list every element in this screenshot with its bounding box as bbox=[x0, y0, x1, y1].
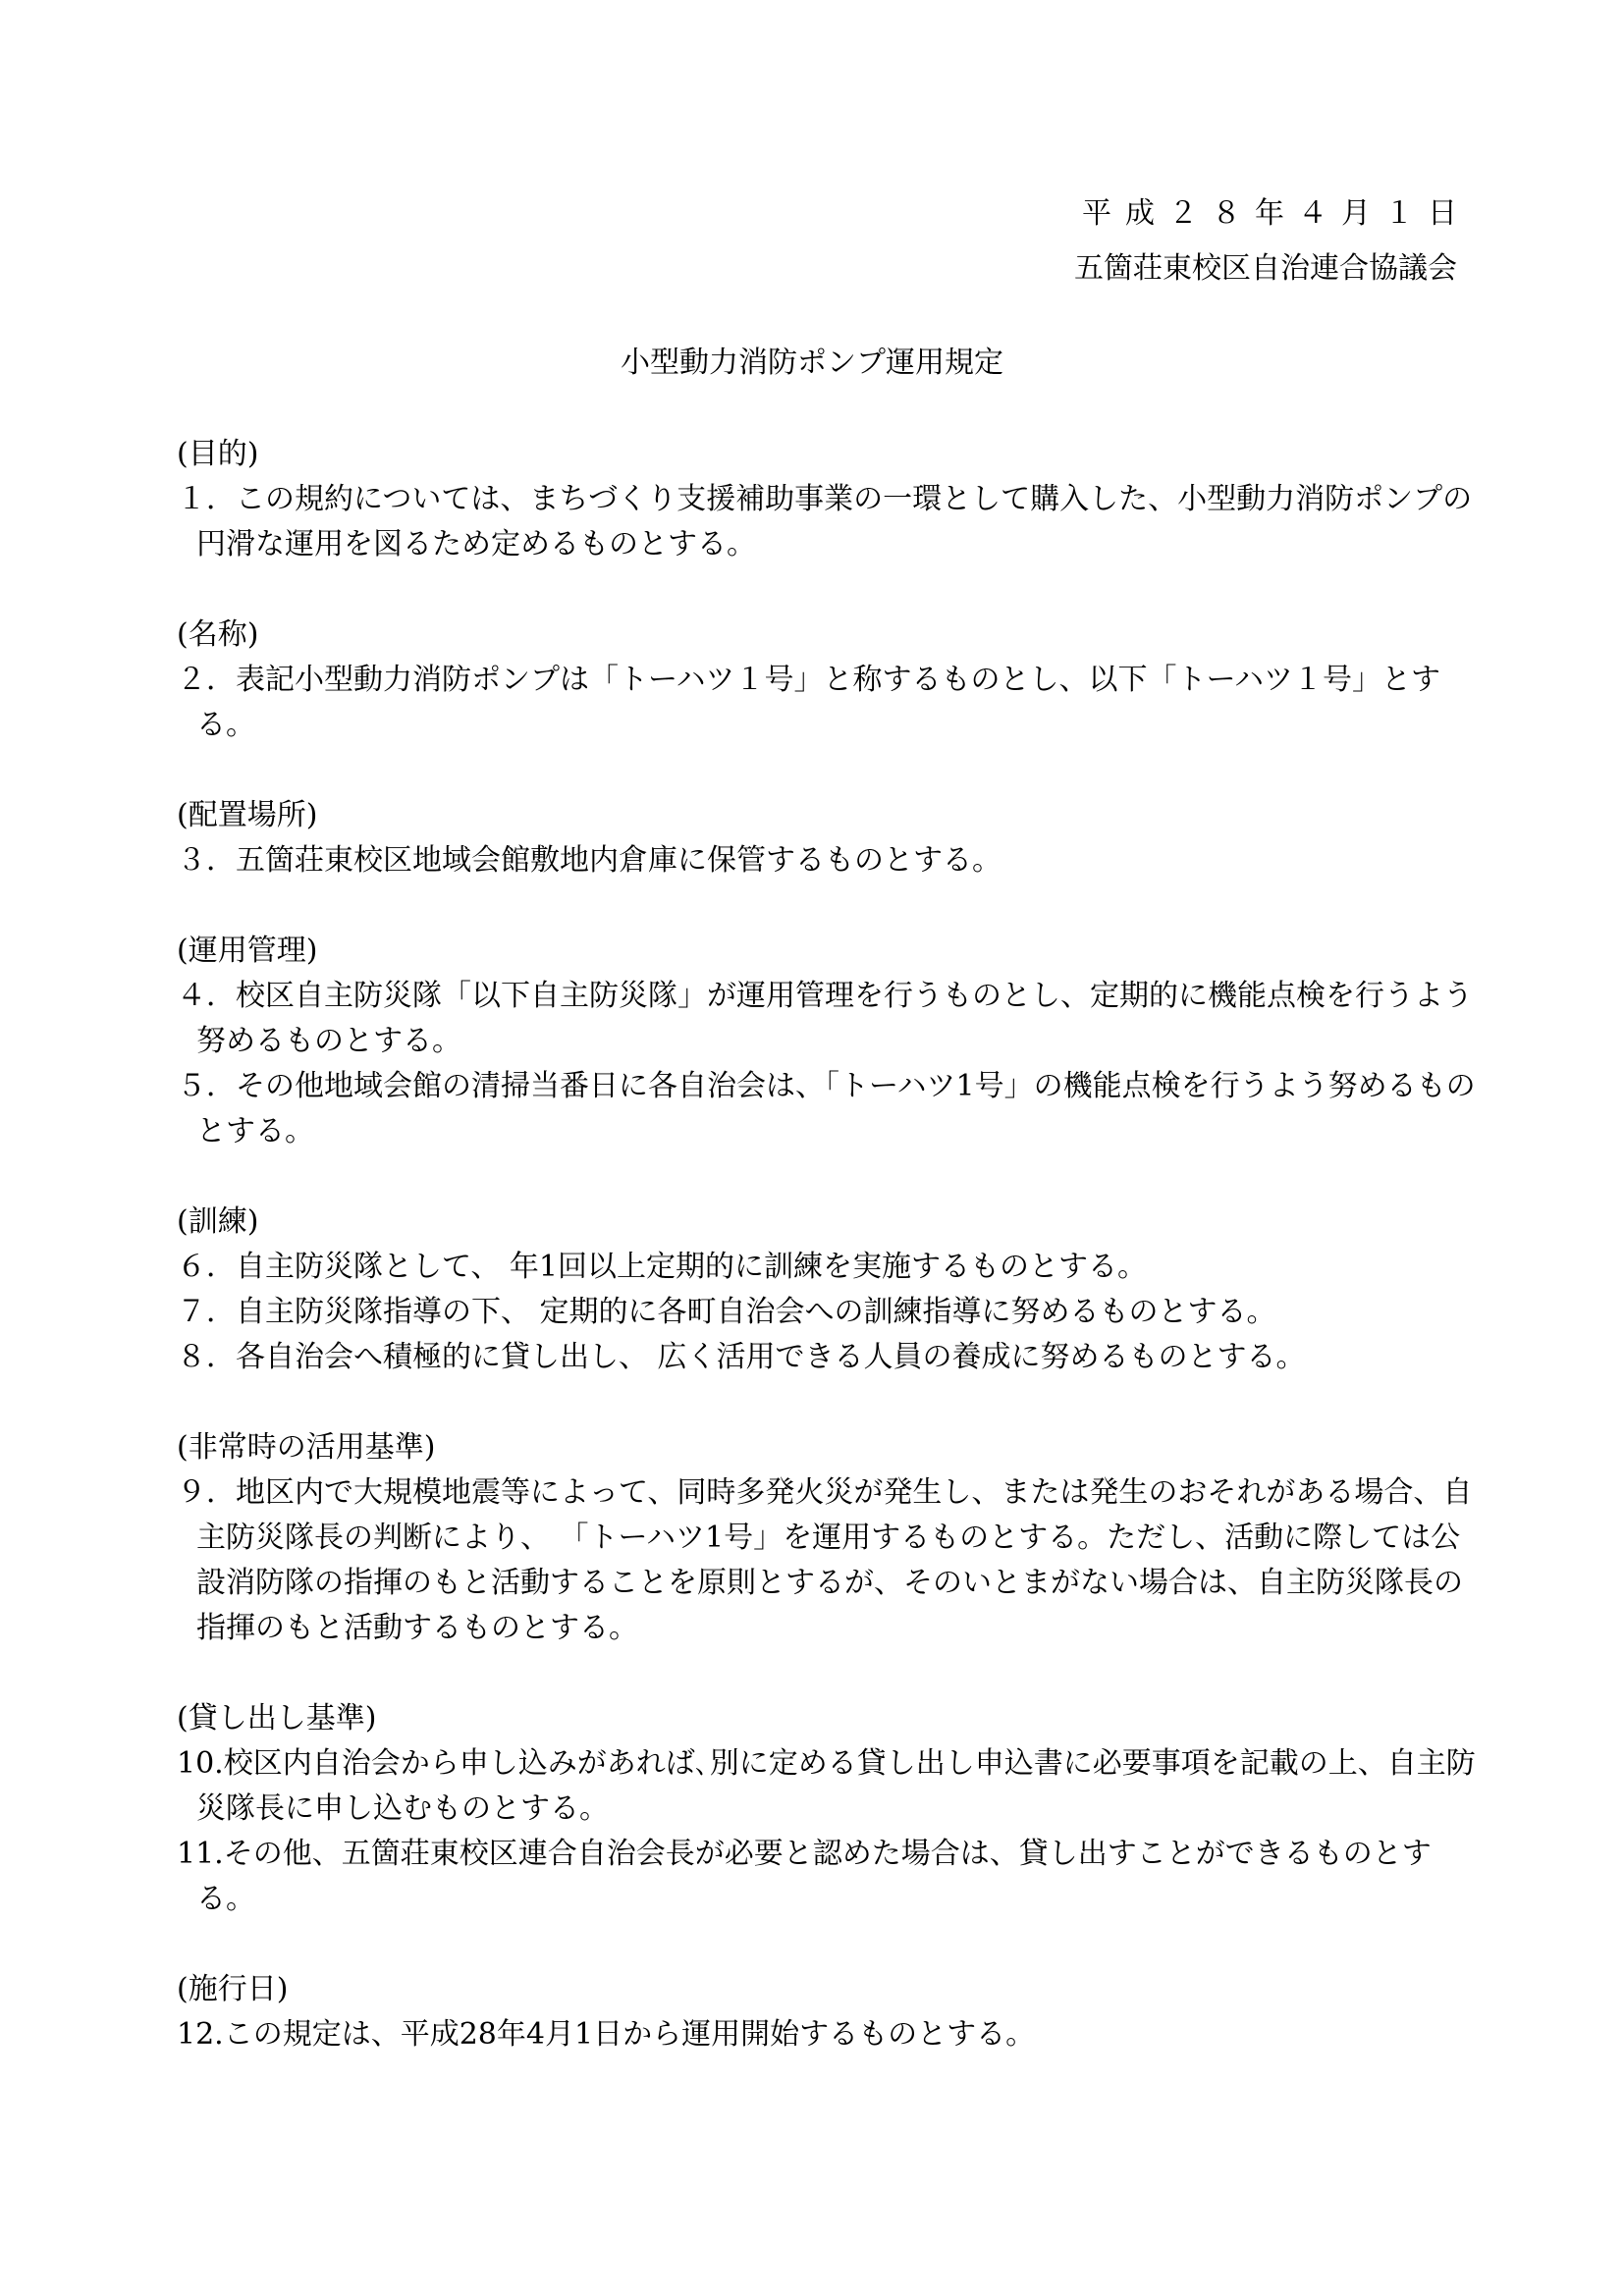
section-heading: (貸し出し基準) bbox=[177, 1701, 377, 1735]
clause-text: 校区内自治会から申し込みがあれば､別に定める貸し出し申込書に必要事項を記載の上、自主防災隊長に申し込むものとする。 bbox=[196, 1746, 1476, 1826]
section-heading: (目的) bbox=[177, 437, 259, 471]
section-management bbox=[177, 929, 1483, 1154]
document-body bbox=[177, 432, 1483, 2103]
document-header bbox=[1074, 187, 1471, 296]
clause-text: 校区自主防災隊「以下自主防災隊」が運用管理を行うものとし、定期的に機能点検を行うよう努めるものとする。 bbox=[196, 979, 1473, 1058]
clause-4 bbox=[177, 974, 1483, 1064]
section-heading: (配置場所) bbox=[177, 798, 318, 832]
clause-text: この規約については、まちづくり支援補助事業の一環として購入した、小型動力消防ポンプの円滑な運用を図るため定めるものとする。 bbox=[196, 482, 1473, 561]
section-purpose bbox=[177, 432, 1483, 567]
section-heading: (訓練) bbox=[177, 1204, 259, 1239]
section-name bbox=[177, 613, 1483, 748]
section-emergency-criteria bbox=[177, 1425, 1483, 1651]
clause-number: ３． bbox=[177, 843, 236, 878]
clause-8 bbox=[177, 1335, 1483, 1380]
clause-6 bbox=[177, 1245, 1483, 1290]
clause-text: 自主防災隊として、 年1回以上定期的に訓練を実施するものとする。 bbox=[236, 1250, 1148, 1284]
clause-text: 自主防災隊指導の下、 定期的に各町自治会への訓練指導に努めるものとする。 bbox=[236, 1295, 1276, 1329]
clause-number: ９． bbox=[177, 1475, 236, 1510]
clause-text: 地区内で大規模地震等によって、同時多発火災が発生し、または発生のおそれがある場合、自主防災隊長の判断により、 「トーハツ1号」を運用するものとする。ただし、活動に際しては公設消防隊の指揮のもと活動することを原則とするが、そのいとまがない場合は、自主防災隊長の指揮のもと活動するものとする。 bbox=[196, 1475, 1473, 1645]
clause-text: その他地域会館の清掃当番日に各自治会は、「トーハツ1号」の機能点検を行うよう努めるものとする。 bbox=[196, 1069, 1476, 1148]
clause-12 bbox=[177, 2012, 1483, 2057]
clause-text: 五箇荘東校区地域会館敷地内倉庫に保管するものとする。 bbox=[236, 843, 1001, 878]
clause-number: ８． bbox=[177, 1340, 236, 1374]
clause-10 bbox=[177, 1741, 1483, 1832]
clause-text: 表記小型動力消防ポンプは「トーハツ１号」と称するものとし、以下「トーハツ１号」とする。 bbox=[196, 663, 1440, 742]
clause-number: ４． bbox=[177, 979, 236, 1013]
clause-9 bbox=[177, 1470, 1483, 1651]
clause-text: 各自治会へ積極的に貸し出し、 広く活用できる人員の養成に努めるものとする。 bbox=[236, 1340, 1306, 1374]
clause-1 bbox=[177, 477, 1483, 567]
section-heading: (運用管理) bbox=[177, 934, 318, 968]
clause-number: ２． bbox=[177, 663, 236, 697]
clause-number: 10. bbox=[177, 1746, 224, 1781]
clause-text: その他、五箇荘東校区連合自治会長が必要と認めた場合は、貸し出すことができるものとする。 bbox=[196, 1837, 1432, 1916]
clause-3 bbox=[177, 838, 1483, 883]
clause-number: ６． bbox=[177, 1250, 236, 1284]
section-heading: (名称) bbox=[177, 617, 259, 652]
clause-number: 11. bbox=[177, 1837, 224, 1871]
clause-number: ７． bbox=[177, 1295, 236, 1329]
issue-date: 平成２８年４月１日 bbox=[1082, 196, 1471, 231]
section-training bbox=[177, 1200, 1483, 1380]
clause-number: ５． bbox=[177, 1069, 236, 1103]
section-lending-criteria bbox=[177, 1696, 1483, 1922]
clause-7 bbox=[177, 1290, 1483, 1335]
document-title: 小型動力消防ポンプ運用規定 bbox=[621, 346, 1003, 380]
section-heading: (施行日) bbox=[177, 1972, 289, 2006]
section-location bbox=[177, 793, 1483, 883]
clause-text: この規定は、平成28年4月1日から運用開始するものとする。 bbox=[223, 2017, 1036, 2052]
clause-5 bbox=[177, 1064, 1483, 1154]
section-effective-date bbox=[177, 1967, 1483, 2057]
clause-11 bbox=[177, 1832, 1483, 1922]
clause-number: 12. bbox=[177, 2017, 224, 2052]
issuing-organization: 五箇荘東校区自治連合協議会 bbox=[1074, 251, 1457, 286]
clause-2 bbox=[177, 658, 1483, 748]
clause-number: １． bbox=[177, 482, 236, 516]
section-heading: (非常時の活用基準) bbox=[177, 1430, 436, 1465]
